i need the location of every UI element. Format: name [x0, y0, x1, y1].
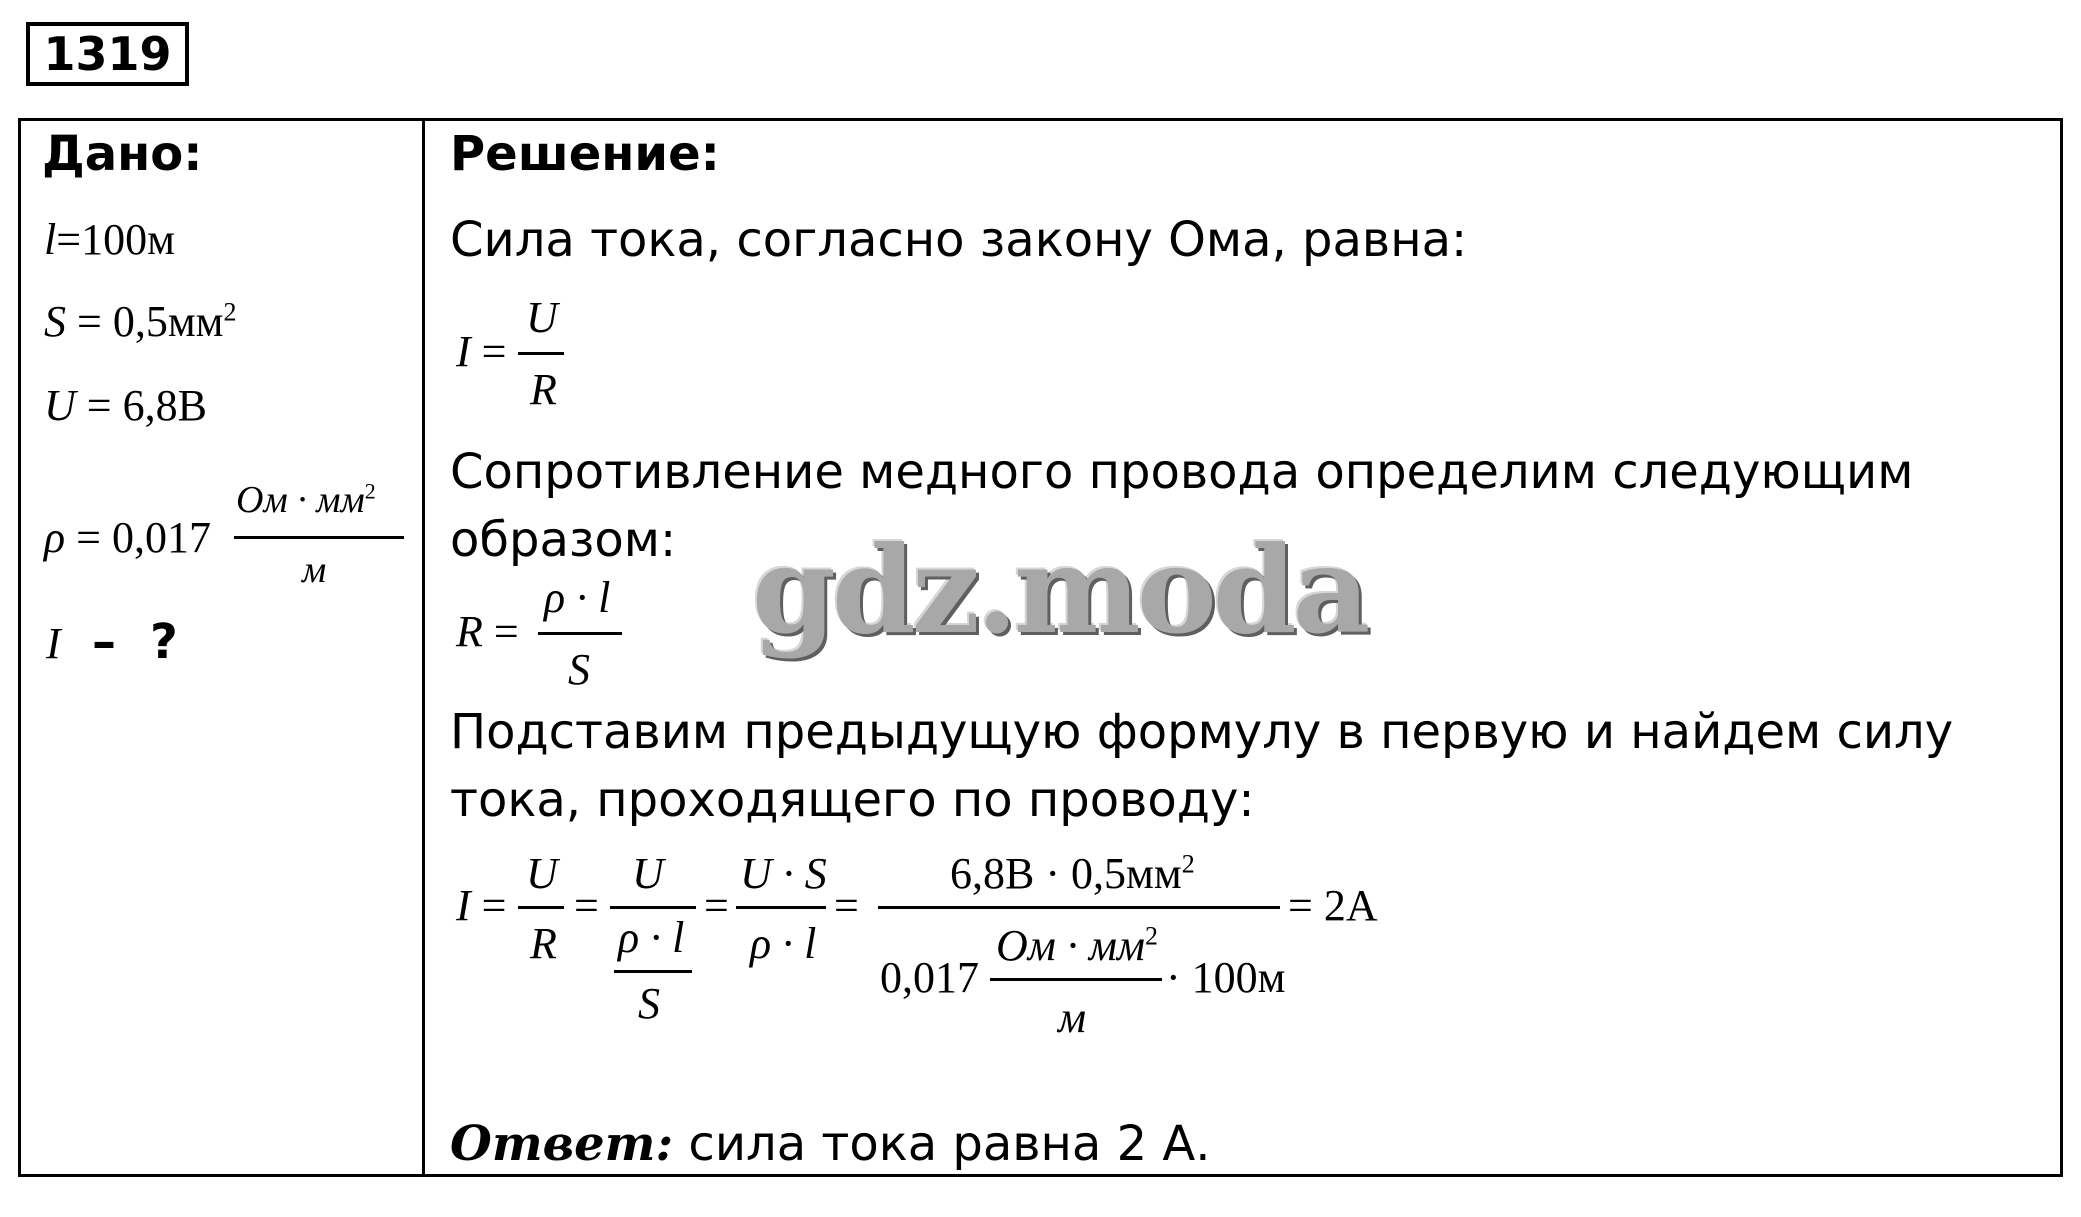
problem-number: 1319 — [26, 22, 189, 86]
watermark-logo: gdz.moda — [752, 520, 1367, 661]
given-area: S = 0,5мм$^2$ — [44, 297, 237, 346]
answer-label: Ответ: — [450, 1116, 674, 1172]
column-divider — [422, 118, 425, 1177]
solution-heading: Решение: — [450, 126, 720, 182]
answer-line — [450, 1116, 1210, 1172]
solution-line-ohm: Сила тока, согласно закону Ома, равна: — [450, 212, 1468, 268]
solution-line-substitute-2: тока, проходящего по проводу: — [450, 772, 1255, 828]
given-length: l=100м — [44, 215, 175, 264]
given-heading: Дано: — [42, 126, 203, 182]
solution-line-resistance-1: Сопротивление медного провода определим следующим — [450, 444, 1914, 500]
answer-text: сила тока равна 2 А. — [673, 1116, 1211, 1172]
given-voltage: U = 6,8В — [44, 381, 207, 430]
solution-line-resistance-2: образом: — [450, 512, 677, 568]
solution-line-substitute-1: Подставим предыдущую формулу в первую и найдем силу — [450, 704, 1954, 760]
